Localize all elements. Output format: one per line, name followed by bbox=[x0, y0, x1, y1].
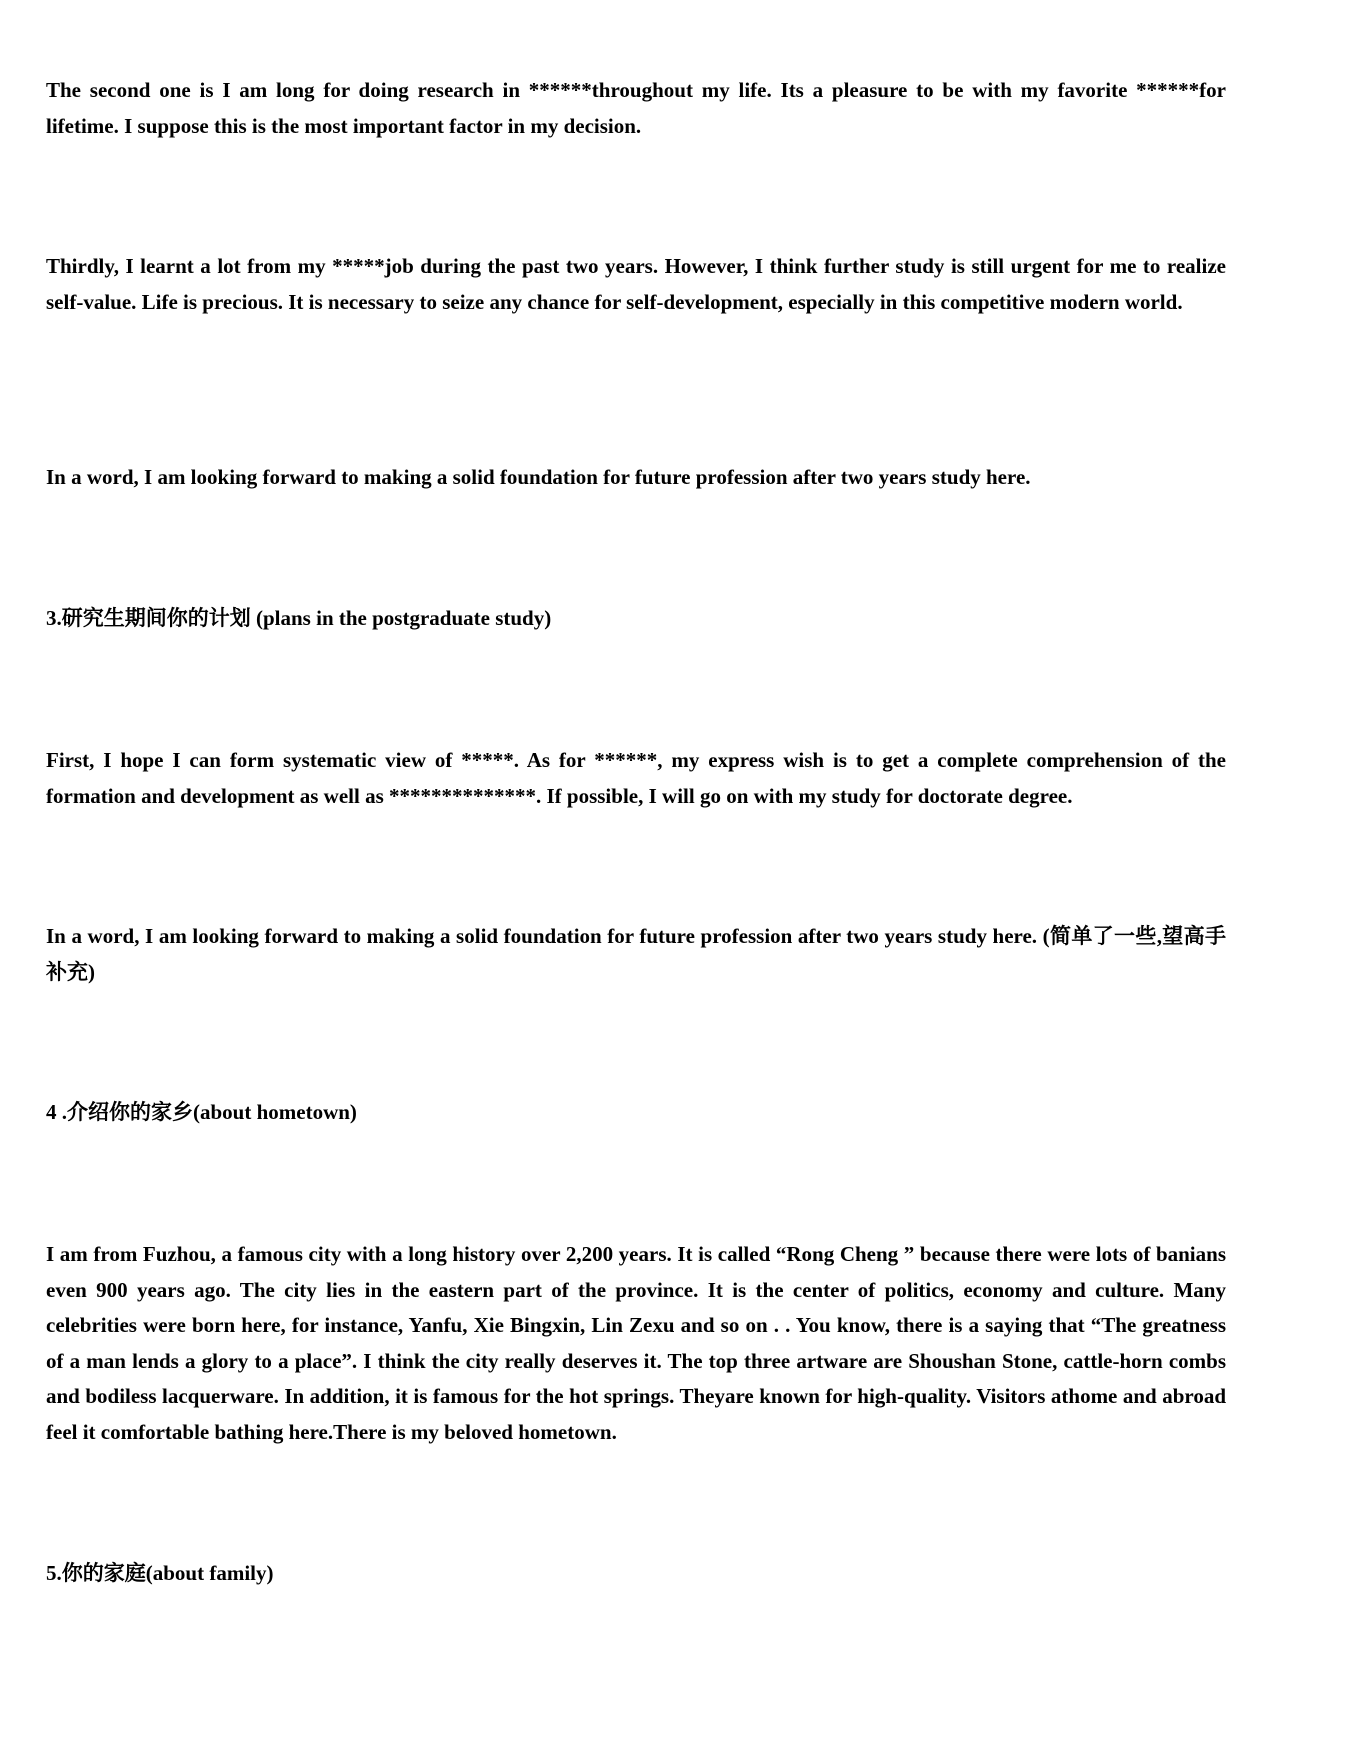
paragraph-work-experience: Thirdly, I learnt a lot from my *****job during the past two years. However, I think further study is still urgent for me to realize self-value. Life is precious. It is necessary to seize any chance for self-development, especially in this competitive modern world. bbox=[46, 254, 1226, 314]
section-heading-family: 5.你的家庭(about family) bbox=[46, 1561, 274, 1585]
paragraph-study-plans: First, I hope I can form systematic view of *****. As for ******, my express wish is to get a complete comprehension of the formation and development as well as **************. If possible, I will go on with my study for doctorate degree. bbox=[46, 748, 1226, 808]
paragraph-research-motivation: The second one is I am long for doing research in ******throughout my life. Its a pleasure to be with my favorite ******for lifetime. I suppose this is the most important factor in my decision. bbox=[46, 78, 1226, 138]
paragraph-plans-conclusion: In a word, I am looking forward to making a solid foundation for future profession after two years study here. (简单了一些,望高手补充) bbox=[46, 924, 1226, 984]
paragraph-conclusion: In a word, I am looking forward to making a solid foundation for future profession after two years study here. bbox=[46, 465, 1031, 489]
section-heading-hometown: 4 .介绍你的家乡(about hometown) bbox=[46, 1100, 357, 1124]
paragraph-hometown: I am from Fuzhou, a famous city with a long history over 2,200 years. It is called “Rong Cheng ” because there were lots of banians even 900 years ago. The city lies in the eastern part of the province. It is the center of politics, economy and culture. Many celebrities were born here, for instance, Yanfu, Xie Bingxin, Lin Zexu and so on . . You know, there is a saying that “The greatness of a man lends a glory to a place”. I think the city really deserves it. The top three artware are Shoushan Stone, cattle-horn combs and bodiless lacquerware. In addition, it is famous for the hot springs. Theyare known for high-quality. Visitors athome and abroad feel it comfortable bathing here.There is my beloved hometown. bbox=[46, 1242, 1226, 1444]
section-heading-study-plans: 3.研究生期间你的计划 (plans in the postgraduate study) bbox=[46, 606, 552, 630]
